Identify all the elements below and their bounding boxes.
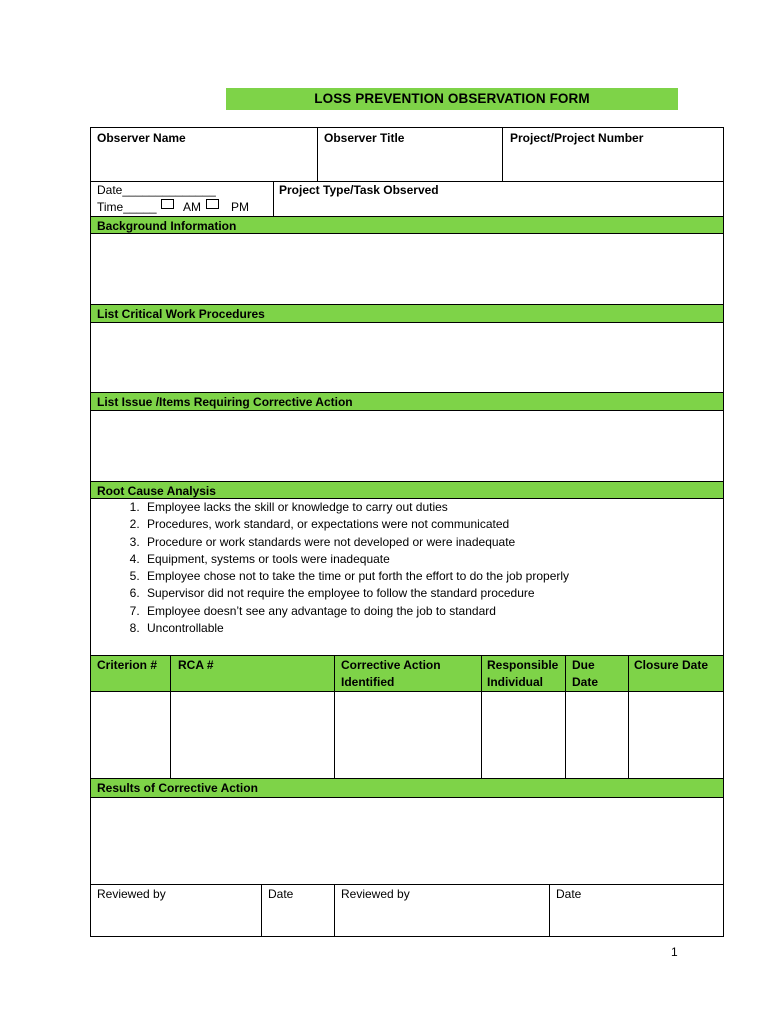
due-date-header: Due xyxy=(572,658,595,672)
observation-form xyxy=(90,127,724,937)
corrective-action-cell[interactable] xyxy=(335,692,481,778)
results-label: Results of Corrective Action xyxy=(97,781,258,795)
due-date-cell[interactable] xyxy=(566,692,628,778)
root-cause-item: 4. Equipment, systems or tools were inadequate xyxy=(143,551,569,568)
root-cause-item: 1. Employee lacks the skill or knowledge to carry out duties xyxy=(143,499,569,516)
root-cause-label: Root Cause Analysis xyxy=(97,484,216,498)
pm-checkbox[interactable] xyxy=(206,199,219,209)
observer-name-label: Observer Name xyxy=(97,131,186,145)
project-type-field[interactable] xyxy=(274,198,723,216)
results-field[interactable] xyxy=(91,798,723,884)
root-cause-item: 7. Employee doesn’t see any advantage to doing the job to standard xyxy=(143,603,569,620)
review-date-field-2[interactable] xyxy=(550,903,723,936)
reviewed-by-field-2[interactable] xyxy=(335,903,549,936)
project-type-label: Project Type/Task Observed xyxy=(279,183,439,197)
corrective-items-label: List Issue /Items Requiring Corrective Action xyxy=(97,395,353,409)
page-number: 1 xyxy=(671,945,678,959)
root-cause-item: 6. Supervisor did not require the employee to follow the standard procedure xyxy=(143,585,569,602)
reviewed-by-label-2: Reviewed by xyxy=(341,887,410,901)
corrective-action-header: Corrective Action xyxy=(341,658,441,672)
corrective-items-header xyxy=(91,392,723,411)
criterion-cell[interactable] xyxy=(91,692,170,778)
responsible-cell[interactable] xyxy=(482,692,565,778)
critical-procedures-label: List Critical Work Procedures xyxy=(97,307,265,321)
background-header xyxy=(91,216,723,234)
review-date-label-1: Date xyxy=(268,887,294,901)
root-cause-item: 2. Procedures, work standard, or expectations were not communicated xyxy=(143,516,569,533)
corrective-action-header-line2: Identified xyxy=(341,675,395,689)
root-cause-list xyxy=(119,499,569,637)
closure-date-cell[interactable] xyxy=(629,692,723,778)
date-field[interactable]: Date______________ xyxy=(97,183,216,197)
time-field[interactable]: Time_____ xyxy=(97,200,157,214)
am-label: AM xyxy=(183,200,201,214)
corrective-items-field[interactable] xyxy=(91,411,723,481)
root-cause-item: 3. Procedure or work standards were not developed or were inadequate xyxy=(143,534,569,551)
root-cause-item: 8. Uncontrollable xyxy=(143,620,569,637)
project-number-label: Project/Project Number xyxy=(510,131,644,145)
form-title: LOSS PREVENTION OBSERVATION FORM xyxy=(226,88,678,110)
am-checkbox[interactable] xyxy=(161,199,174,209)
background-field[interactable] xyxy=(91,234,723,304)
closure-date-header: Closure Date xyxy=(634,658,709,672)
observer-name-field[interactable] xyxy=(91,128,317,181)
results-header xyxy=(91,778,723,798)
project-number-field[interactable] xyxy=(503,128,723,181)
reviewed-by-label-1: Reviewed by xyxy=(97,887,166,901)
critical-procedures-header xyxy=(91,304,723,323)
criterion-header: Criterion # xyxy=(97,658,158,672)
observer-title-label: Observer Title xyxy=(324,131,405,145)
responsible-header-line2: Individual xyxy=(487,675,544,689)
review-date-field-1[interactable] xyxy=(262,903,334,936)
rca-header: RCA # xyxy=(178,658,214,672)
observer-title-field[interactable] xyxy=(318,128,502,181)
critical-procedures-field[interactable] xyxy=(91,323,723,392)
due-date-header-line2: Date xyxy=(572,675,599,689)
root-cause-header xyxy=(91,481,723,499)
root-cause-item: 5. Employee chose not to take the time or put forth the effort to do the job properly xyxy=(143,568,569,585)
background-label: Background Information xyxy=(97,219,237,233)
pm-label: PM xyxy=(231,200,249,214)
review-date-label-2: Date xyxy=(556,887,582,901)
responsible-header: Responsible xyxy=(487,658,559,672)
rca-cell[interactable] xyxy=(171,692,334,778)
reviewed-by-field-1[interactable] xyxy=(91,903,261,936)
